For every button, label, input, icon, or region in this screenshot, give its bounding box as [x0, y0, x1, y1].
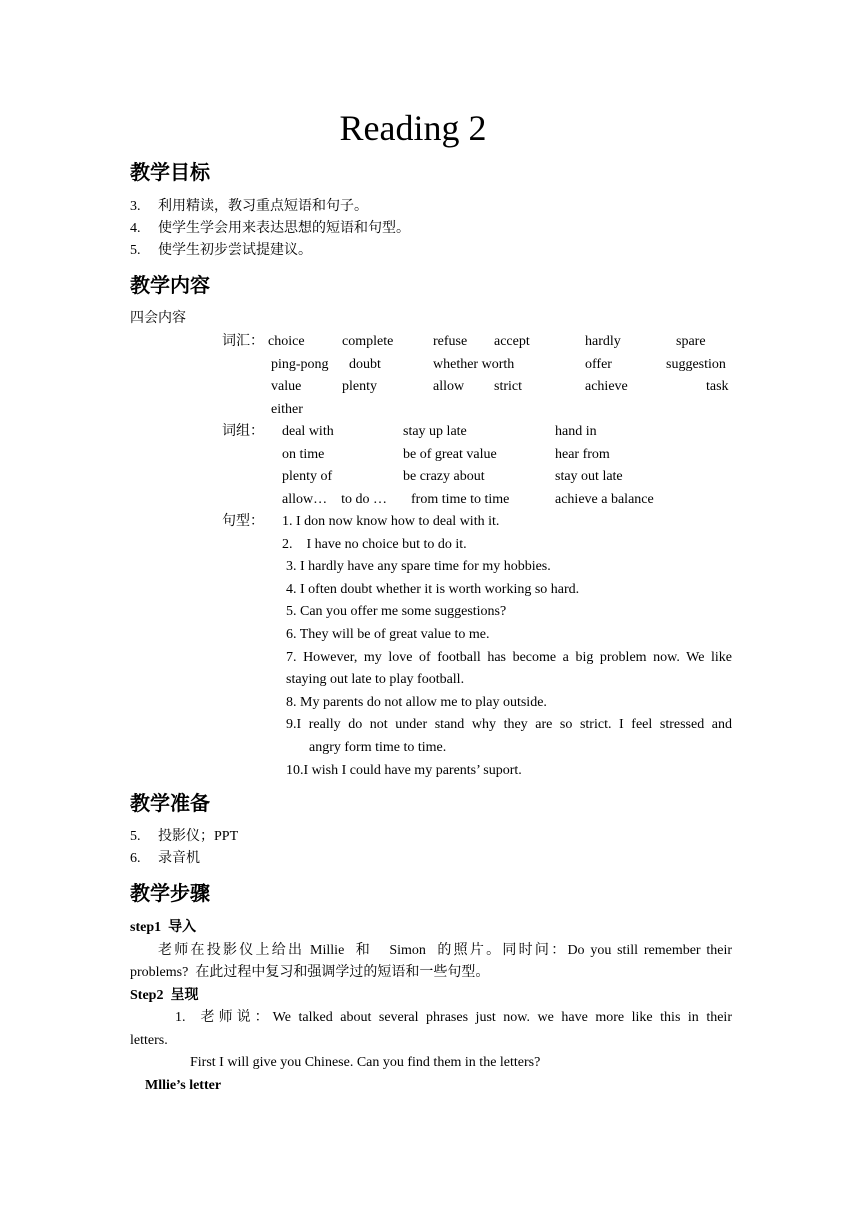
vocab-word: choice [268, 334, 305, 349]
phrase: hand in [555, 424, 597, 439]
goal-number: 3. [130, 199, 141, 214]
vocab-word: suggestion [666, 357, 726, 372]
prep-heading: 教学准备 [130, 791, 210, 815]
sentence-continuation: staying out late to play football. [286, 672, 465, 687]
sentence-continuation: angry form time to time. [309, 740, 447, 755]
phrase: plenty of [282, 469, 333, 484]
page-title: Reading 2 [339, 108, 487, 148]
phrase: be crazy about [403, 469, 485, 484]
phrase: deal with [282, 424, 334, 439]
vocab-label: 词汇： [222, 334, 264, 349]
prep-text: 录音机 [158, 851, 200, 866]
goal-number: 5. [130, 243, 141, 258]
sentence: 2. I have no choice but to do it. [282, 537, 467, 552]
prep-text: 投影仪；PPT [158, 829, 239, 844]
vocab-word: either [271, 402, 303, 417]
vocab-word: hardly [585, 334, 621, 349]
phrase: stay up late [403, 424, 467, 439]
step2-text-line: letters. [130, 1033, 168, 1048]
step1-text-line: problems? 在此过程中复习和强调学过的短语和一些句型。 [130, 965, 490, 980]
vocab-word: ping-pong [271, 357, 329, 372]
vocab-word: plenty [342, 379, 377, 394]
phrase: hear from [555, 447, 610, 462]
sentence: 8. My parents do not allow me to play outside. [286, 695, 547, 710]
steps-heading: 教学步骤 [130, 881, 210, 905]
step1-label: step1 导入 [130, 920, 197, 935]
step1-text-line: 老师在投影仪上给出 Millie 和 Simon 的照片。同时问：Do you still remember their [158, 943, 732, 958]
sentence-label: 句型： [222, 514, 264, 529]
vocab-word: accept [494, 334, 530, 349]
step2-label: Step2 呈现 [130, 988, 199, 1003]
goals-heading: 教学目标 [130, 160, 210, 184]
vocab-word: refuse [433, 334, 468, 349]
sentence: 4. I often doubt whether it is worth working so hard. [286, 582, 580, 597]
letter-label: Mllie’s letter [145, 1078, 222, 1093]
phrase: achieve a balance [555, 492, 654, 507]
goal-text: 使学生初步尝试提建议。 [158, 243, 312, 258]
sentence: 6. They will be of great value to me. [286, 627, 490, 642]
vocab-word: strict [494, 379, 522, 394]
content-heading: 教学内容 [130, 273, 210, 297]
phrase-label: 词组： [222, 424, 264, 439]
goal-item [130, 197, 368, 217]
vocab-word: task [706, 379, 729, 394]
phrase: be of great value [403, 447, 497, 462]
phrase: stay out late [555, 469, 623, 484]
vocab-word: allow [433, 379, 465, 394]
vocab-word: offer [585, 357, 612, 372]
vocab-word: spare [676, 334, 706, 349]
goal-text: 利用精读，教习重点短语和句子。 [158, 199, 368, 214]
goal-item [130, 241, 312, 261]
vocab-word: whether worth [433, 357, 515, 372]
vocab-word: complete [342, 334, 394, 349]
step2-text-line: 1. 老师说：We talked about several phrases just now. we have more like this in their [175, 1010, 732, 1025]
sentence: 1. I don now know how to deal with it. [282, 514, 500, 529]
step2-text-line: First I will give you Chinese. Can you find them in the letters? [190, 1055, 541, 1070]
goal-text: 使学生学会用来表达思想的短语和句型。 [158, 221, 410, 236]
prep-number: 6. [130, 851, 141, 866]
prep-number: 5. [130, 829, 141, 844]
phrase: allow… to do … [282, 492, 387, 507]
sentence: 7. However, my love of football has become a big problem now. We like [286, 650, 732, 665]
goal-number: 4. [130, 221, 141, 236]
sentence: 9.I really do not under stand why they are so strict. I feel stressed and [286, 717, 732, 732]
phrase: on time [282, 447, 325, 462]
vocab-word: doubt [349, 357, 381, 372]
vocab-word: achieve [585, 379, 628, 394]
sentence: 5. Can you offer me some suggestions? [286, 604, 507, 619]
phrase: from time to time [411, 492, 510, 507]
sentence: 3. I hardly have any spare time for my hobbies. [286, 559, 551, 574]
goal-item [130, 219, 410, 239]
vocab-word: value [271, 379, 302, 394]
sentence: 10.I wish I could have my parents’ suport. [286, 763, 522, 778]
prep-item [130, 827, 238, 847]
prep-item [130, 849, 200, 869]
content-subheading: 四会内容 [130, 311, 186, 326]
